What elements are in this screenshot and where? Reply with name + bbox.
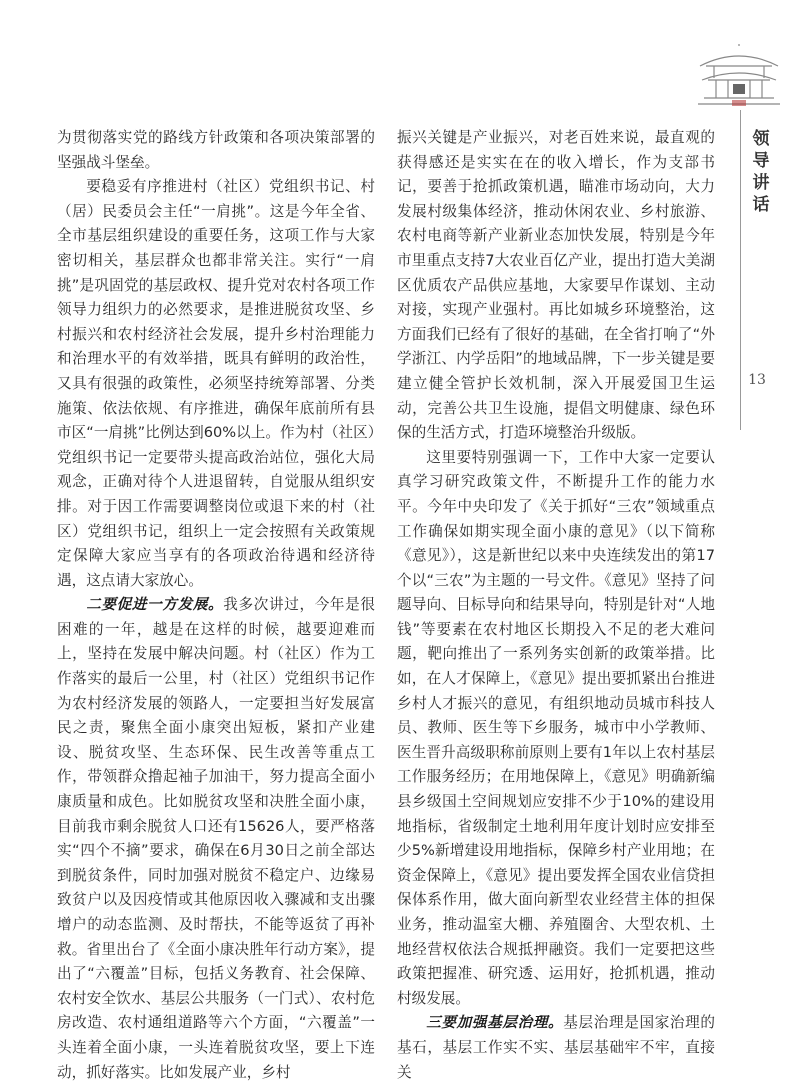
- right-paragraph-3: [397, 1011, 715, 1085]
- right-paragraph-2: 这里要特别强调一下，工作中大家一定要认真学习研究政策文件，不断提升工作的能力水平。今年中央印发了《关于抓好“三农”领域重点工作确保如期实现全面小康的意见》（以下简称《意见》），这是新世纪以来中央连续发出的第17个以“三农”为主题的一号文件。《意见》坚持了问题导向、目标导向和结果导向，特别是针对“人地钱”等要素在农村地区长期投入不足的老大难问题，靶向推出了一系列务实创新的政策举措。比如，在人才保障上，《意见》提出要抓紧出台推进乡村人才振兴的意见，有组织地动员城市科技人员、教师、医生等下乡服务，城市中小学教师、医生晋升高级职称前原则上要有1年以上农村基层工作服务经历；在用地保障上，《意见》明确新编县乡级国土空间规划应安排不少于10%的建设用地指标，省级制定土地利用年度计划时应安排至少5%新增建设用地指标，保障乡村产业用地；在资金保障上，《意见》提出要发挥全国农业信贷担保体系作用，做大面向新型农业经营主体的担保业务，推动温室大棚、养殖圈舍、大型农机、土地经营权依法合规抵押融资。我们一定要把这些政策把握准、研究透、运用好，抢抓机遇，推动村级发展。: [397, 448, 715, 1007]
- page-number: 13: [748, 372, 766, 388]
- left-paragraph-2: 要稳妥有序推进村（社区）党组织书记、村（居）民委员会主任“一肩挑”。这是今年全省、全市基层组织建设的重要任务，这项工作与大家密切相关，基层群众也都非常关注。实行“一肩挑”是巩固党的基层政权、提升党对农村各项工作领导力组织力的必然要求，是推进脱贫攻坚、乡村振兴和农村经济社会发展，提升乡村治理能力和治理水平的有效举措，既具有鲜明的政治性，又具有很强的政策性，必须坚持统筹部署、分类施策、依法依规、有序推进，确保年底前所有县市区“一肩挑”比例达到60%以上。作为村（社区）党组织书记一定要带头提高政治站位，强化大局观念，正确对待个人进退留转，自觉服从组织安排。对于因工作需要调整岗位或退下来的村（社区）党组织书记，组织上一定会按照有关政策规定保障大家应当享有的各项政治待遇和经济待遇，这点请大家放心。: [57, 178, 375, 589]
- right-paragraph-1: 振兴关键是产业振兴，对老百姓来说，最直观的获得感还是实实在在的收入增长，作为支部书记，要善于抢抓政策机遇，瞄准市场动向，大力发展村级集体经济，推动休闲农业、乡村旅游、农村电商等新产业新业态加快发展，特别是今年市里重点支持7大农业百亿产业，提出打造大美湖区优质农产品供应基地，大家要早作谋划、主动对接，实现产业强村。再比如城乡环境整治，这方面我们已经有了很好的基础，在全省打响了“外学浙江、内学岳阳”的地域品牌，下一步关键是要建立健全管护长效机制，深入开展爱国卫生运动，完善公共卫生设施，提倡文明健康、绿色环保的生活方式，打造环境整治升级版。: [397, 129, 715, 442]
- right-column: [397, 126, 715, 1085]
- section-label: 领导讲话: [752, 129, 770, 215]
- section-heading-three: 三要加强基层治理。: [426, 1014, 564, 1032]
- side-divider: [740, 110, 741, 430]
- left-paragraph-1: 为贯彻落实党的路线方针政策和各项决策部署的坚强战斗堡垒。: [57, 129, 375, 171]
- left-paragraph-3: [57, 593, 375, 1085]
- section-heading-two: 二要促进一方发展。: [86, 596, 224, 614]
- pavilion-icon: [696, 44, 782, 112]
- left-column: [57, 126, 375, 1085]
- left-paragraph-3-body: 我多次讲过，今年是很困难的一年，越是在这样的时候，越要迎难而上，坚持在发展中解决问题。村（社区）作为工作落实的最后一公里，村（社区）党组织书记作为农村经济发展的领路人，一定要担当好发展富民之责，聚焦全面小康突出短板，紧扣产业建设、脱贫攻坚、生态环保、民生改善等重点工作，带领群众撸起袖子加油干，努力提高全面小康质量和成色。比如脱贫攻坚和决胜全面小康，目前我市剩余脱贫人口还有15626人，要严格落实“四个不摘”要求，确保在6月30日之前全部达到脱贫条件，同时加强对脱贫不稳定户、边缘易致贫户以及因疫情或其他原因收入骤减和支出骤增户的动态监测、及时帮扶，不能等返贫了再补救。省里出台了《全面小康决胜年行动方案》，提出了“六覆盖”目标，包括义务教育、社会保障、农村安全饮水、基层公共服务（一门式）、农村危房改造、农村通组道路等六个方面，“六覆盖”一头连着全面小康，一头连着脱贫攻坚，要上下连动，抓好落实。比如发展产业，乡村: [57, 596, 375, 1081]
- right-paragraph-3-body: 基层治理是国家治理的基石，基层工作实不实、基层基础牢不牢，直接关: [397, 1014, 715, 1081]
